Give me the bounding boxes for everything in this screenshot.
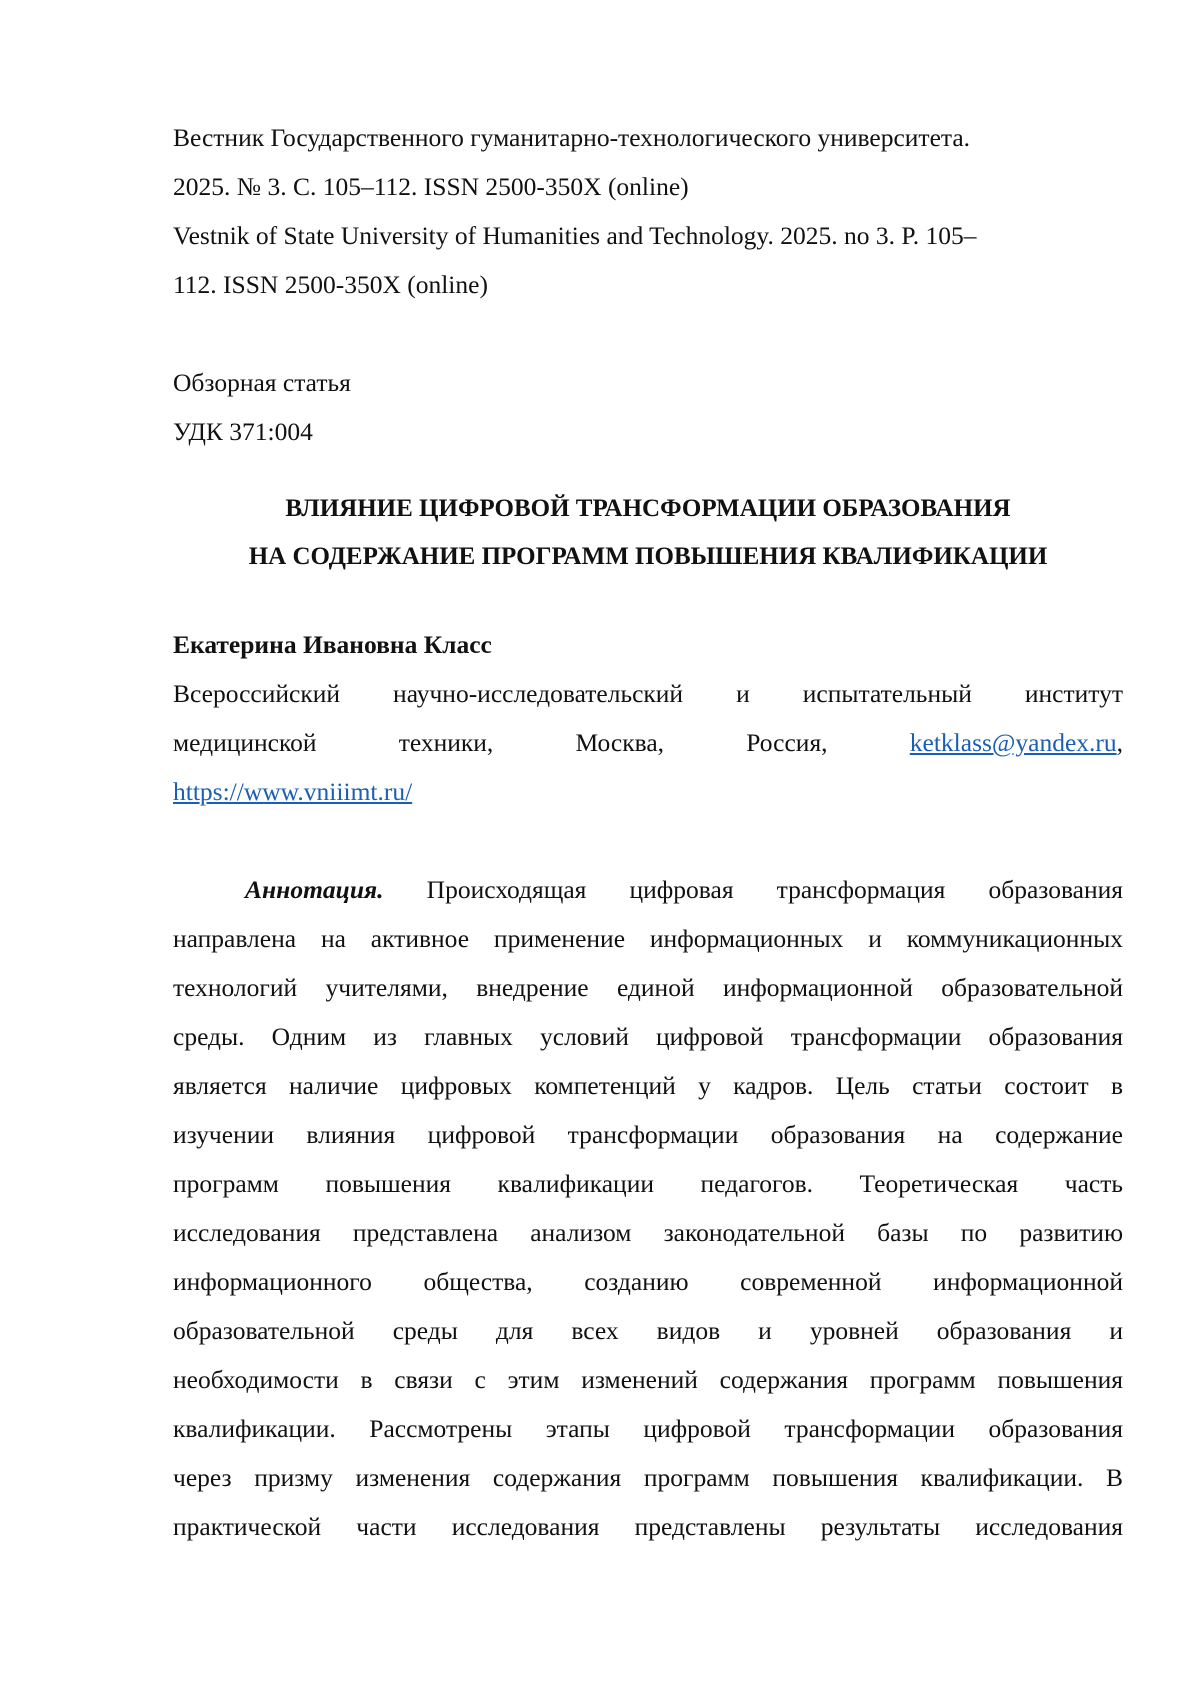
- journal-citation-en-line1: Vestnik of State University of Humanities and Technology. 2025. no 3. P. 105–: [173, 221, 977, 250]
- author-email-link[interactable]: ketklass@yandex.ru: [909, 728, 1117, 757]
- article-title-line2: НА СОДЕРЖАНИЕ ПРОГРАММ ПОВЫШЕНИЯ КВАЛИФИКАЦИИ: [248, 543, 1048, 570]
- email-with-comma: [910, 728, 1123, 757]
- journal-header: [173, 113, 1123, 309]
- institute-website-link[interactable]: https://www.vniiimt.ru/: [173, 777, 413, 806]
- affiliation-word: испытательный: [802, 679, 972, 708]
- abstract-line: через призму изменения содержания программ повышения квалификации. В: [173, 1463, 1123, 1492]
- abstract-line: необходимости в связи с этим изменений содержания программ повышения: [173, 1365, 1123, 1394]
- affiliation-word: Всероссийский: [173, 679, 341, 708]
- abstract-line: направлена на активное применение информационных и коммуникационных: [173, 924, 1123, 953]
- affiliation-word: и: [736, 679, 750, 708]
- abstract-line: практической части исследования представлены результаты исследования: [173, 1512, 1123, 1541]
- spacer: [173, 816, 1123, 865]
- abstract-line: информационного общества, созданию современной информационной: [173, 1267, 1123, 1296]
- affiliation-line2: [173, 718, 1123, 767]
- spacer: [173, 456, 1123, 485]
- abstract-line: технологий учителями, внедрение единой информационной образовательной: [173, 973, 1123, 1002]
- journal-citation-en-line2: 112. ISSN 2500-350X (online): [173, 270, 488, 299]
- affiliation-line1: [173, 669, 1123, 718]
- article-title: [173, 485, 1123, 581]
- article-type: Обзорная статья: [173, 368, 351, 397]
- abstract-label: Аннотация.: [245, 875, 384, 904]
- affiliation-word: Москва,: [575, 728, 665, 757]
- affiliation-word: медицинской: [173, 728, 317, 757]
- abstract-line-text: Происходящая цифровая трансформация образования: [426, 875, 1123, 904]
- affiliation-word: научно-исследовательский: [393, 679, 684, 708]
- abstract-line: исследования представлена анализом законодательной базы по развитию: [173, 1218, 1123, 1247]
- author-block: [173, 620, 1123, 816]
- affiliation-word: техники,: [398, 728, 494, 757]
- abstract-line: среды. Одним из главных условий цифровой трансформации образования: [173, 1022, 1123, 1051]
- abstract-line: образовательной среды для всех видов и уровней образования и: [173, 1316, 1123, 1345]
- website-line: [173, 767, 1123, 816]
- article-meta: [173, 358, 1123, 456]
- abstract-line-first: [173, 865, 1123, 914]
- spacer: [173, 581, 1123, 620]
- abstract-line: изучении влияния цифровой трансформации образования на содержание: [173, 1120, 1123, 1149]
- affiliation-word: Россия,: [746, 728, 828, 757]
- journal-citation-ru-line1: Вестник Государственного гуманитарно-технологического университета.: [173, 123, 971, 152]
- abstract-line: квалификации. Рассмотрены этапы цифровой трансформации образования: [173, 1414, 1123, 1443]
- abstract-line: является наличие цифровых компетенций у кадров. Цель статьи состоит в: [173, 1071, 1123, 1100]
- author-name: Екатерина Ивановна Класс: [173, 630, 492, 659]
- abstract: [173, 865, 1123, 1551]
- journal-citation-ru-line2: 2025. № 3. С. 105–112. ISSN 2500-350X (online): [173, 172, 689, 201]
- article-title-line1: ВЛИЯНИЕ ЦИФРОВОЙ ТРАНСФОРМАЦИИ ОБРАЗОВАНИЯ: [285, 495, 1011, 522]
- email-suffix: ,: [1116, 728, 1124, 757]
- spacer: [173, 309, 1123, 358]
- affiliation-word: институт: [1024, 679, 1123, 708]
- document-page: [173, 113, 1123, 1551]
- udc-code: УДК 371:004: [173, 417, 313, 446]
- abstract-line: программ повышения квалификации педагогов. Теоретическая часть: [173, 1169, 1123, 1198]
